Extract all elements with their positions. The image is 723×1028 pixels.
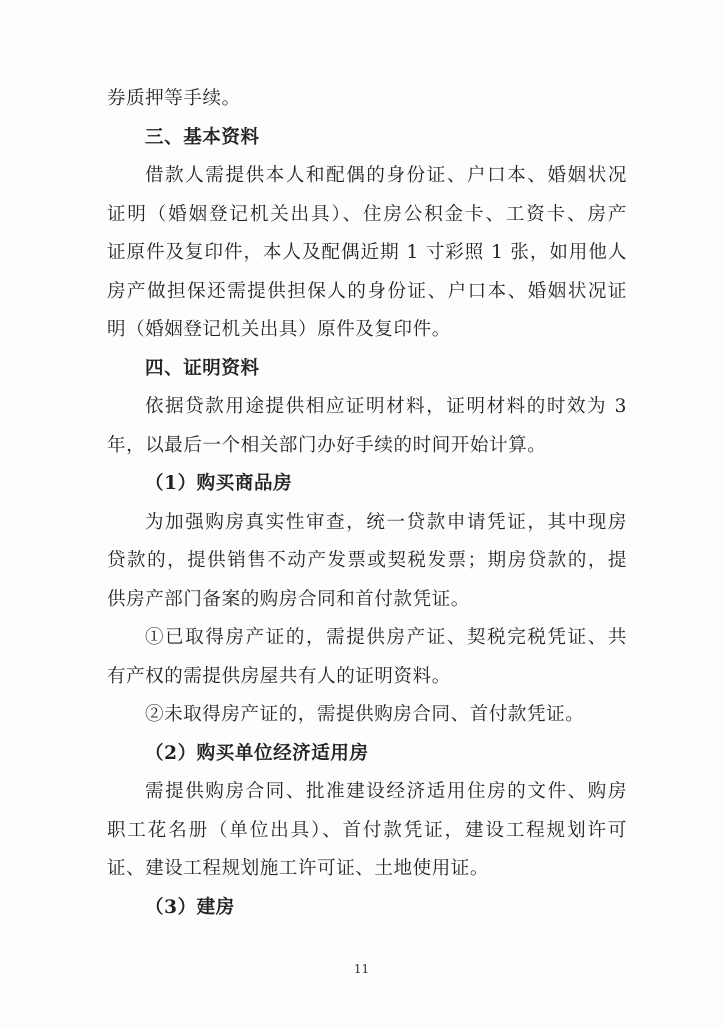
text-line: 贷款的，提供销售不动产发票或契税发票；期房贷款的，提 <box>107 550 627 571</box>
text-line: 房产做担保还需提供担保人的身份证、户口本、婚姻状况证 <box>107 280 627 302</box>
text-line: ②未取得房产证的，需提供购房合同、首付款凭证。 <box>145 704 585 725</box>
text-line: 职工花名册（单位出具）、首付款凭证，建设工程规划许可 <box>107 819 627 841</box>
text-line: 证、建设工程规划施工许可证、土地使用证。 <box>107 858 490 879</box>
subheading-commercial-housing: （1）购买商品房 <box>145 473 293 494</box>
text-line: 明（婚姻登记机关出具）原件及复印件。 <box>107 319 451 340</box>
text-line: 需提供购房合同、批准建设经济适用住房的文件、购房 <box>145 781 627 802</box>
text-line: 供房产部门备案的购房合同和首付款凭证。 <box>107 588 470 610</box>
text-line: 券质押等手续。 <box>107 88 241 109</box>
section-heading-basic-materials: 三、基本资料 <box>145 126 260 148</box>
text-line: 借款人需提供本人和配偶的身份证、户口本、婚姻状况 <box>145 165 627 186</box>
subheading-build-house: （3）建房 <box>145 896 235 918</box>
text-line: 为加强购房真实性审查，统一贷款申请凭证，其中现房 <box>145 511 627 533</box>
document-body <box>107 80 627 927</box>
subheading-affordable-housing: （2）购买单位经济适用房 <box>145 742 369 764</box>
page-number: 11 <box>353 962 370 976</box>
text-line: 证原件及复印件，本人及配偶近期 1 寸彩照 1 张，如用他人 <box>107 242 627 263</box>
section-heading-proof-materials: 四、证明资料 <box>145 357 260 379</box>
text-line: 有产权的需提供房屋共有人的证明资料。 <box>107 665 451 687</box>
text-line: 年，以最后一个相关部门办好手续的时间开始计算。 <box>107 434 547 456</box>
text-line: 依据贷款用途提供相应证明材料，证明材料的时效为 3 <box>145 396 627 417</box>
text-line: ①已取得房产证的，需提供房产证、契税完税凭证、共 <box>145 627 627 648</box>
text-line: 证明（婚姻登记机关出具）、住房公积金卡、工资卡、房产 <box>107 203 627 225</box>
